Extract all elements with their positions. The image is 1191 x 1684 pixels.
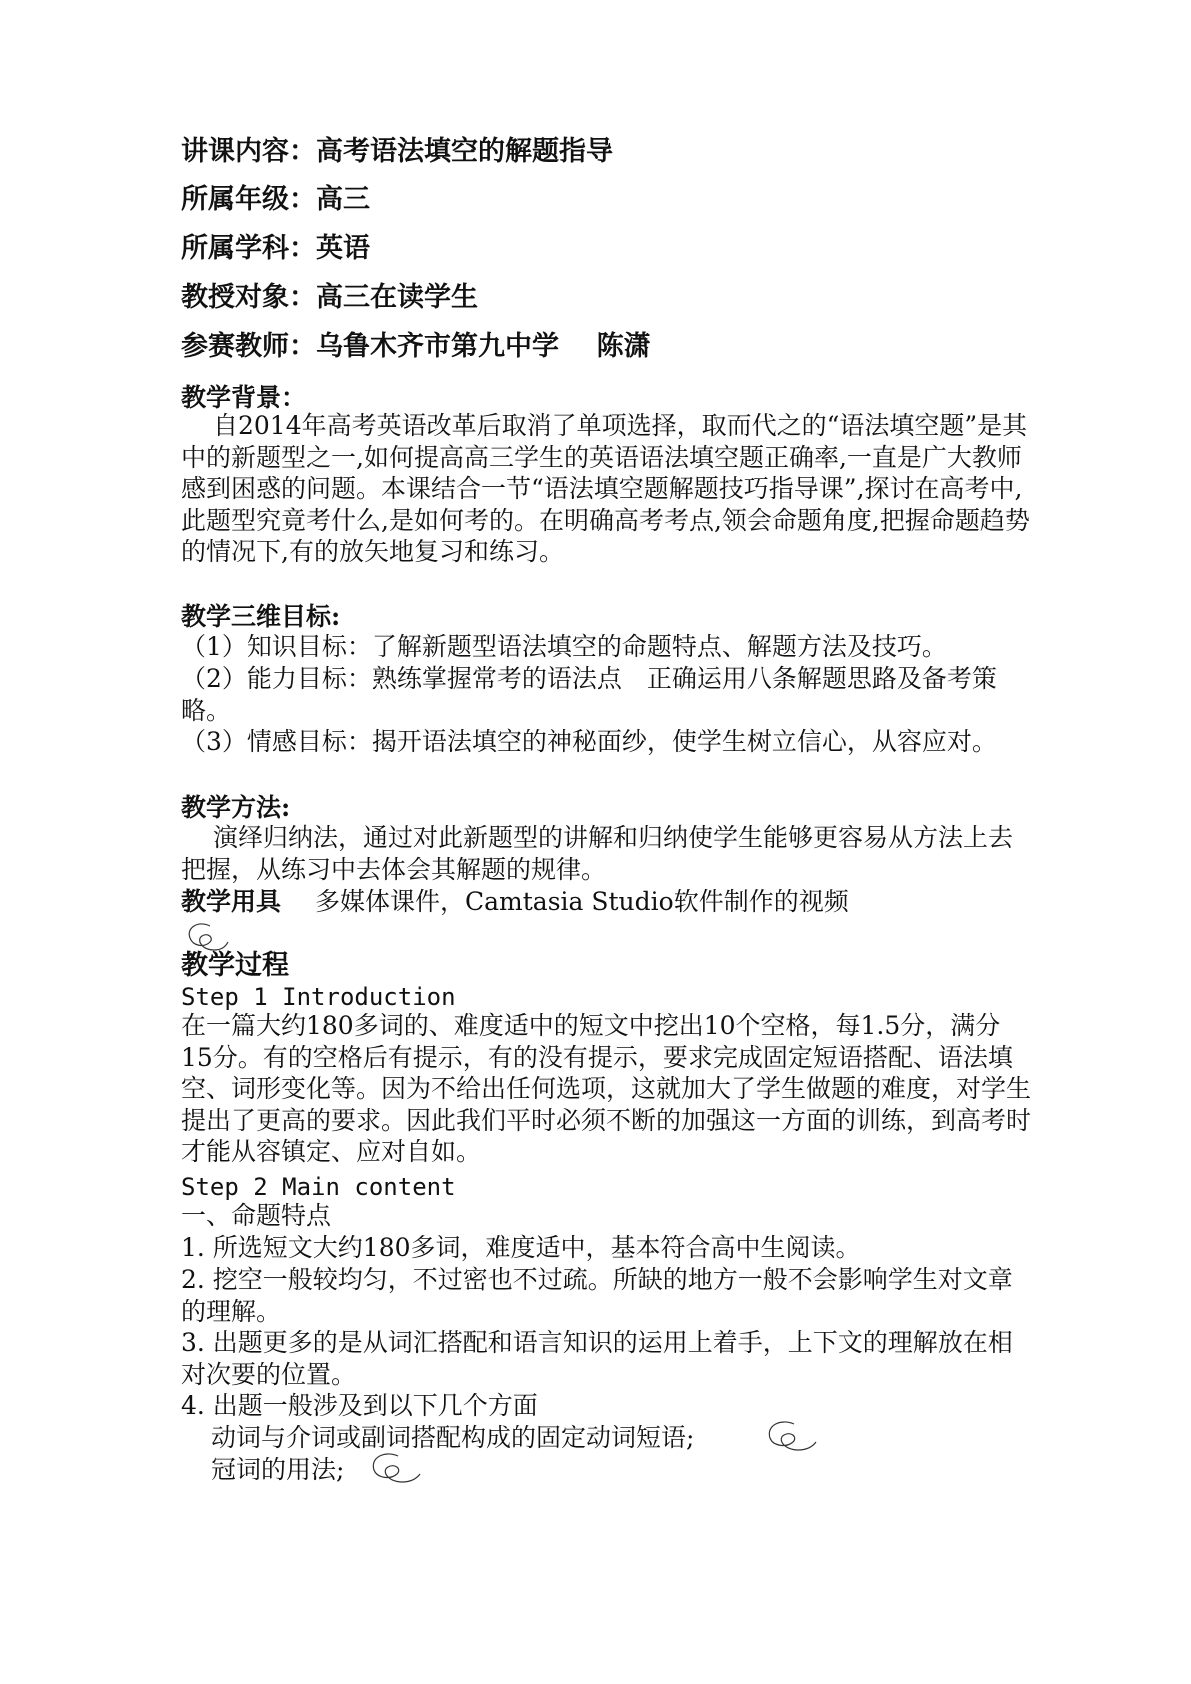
- subject-line: 所属学科：英语: [181, 233, 370, 264]
- tools-text: 多媒体课件，Camtasia Studio软件制作的视频: [315, 887, 849, 916]
- background-heading: 教学背景：: [181, 383, 307, 412]
- goals-heading: 教学三维目标:: [181, 602, 341, 631]
- step1-title: Step 1 Introduction: [181, 983, 456, 1011]
- method-heading: 教学方法:: [181, 793, 291, 822]
- method-text: 演绎归纳法，通过对此新题型的讲解和归纳使学生能够更容易从方法上去把握，从练习中去体会其解题的规律。: [181, 823, 1014, 884]
- teacher-line: 参赛教师：乌鲁木齐市第九中学 陈潇: [181, 331, 651, 362]
- tools-line: [181, 886, 1031, 918]
- background-text: 自2014年高考英语改革后取消了单项选择，取而代之的“语法填空题”是其中的新题型之一,如何提高高三学生的英语语法填空题正确率,一直是广大教师感到困惑的问题。本课结合一节“语法填空题解题技巧指导课”,探讨在高考中,此题型究竟考什么,是如何考的。在明确高考考点,领会命题角度,把握命题趋势的情况下,有的放矢地复习和练习。: [181, 411, 1030, 566]
- background-paragraph: [181, 410, 1031, 568]
- step2-title: Step 2 Main content: [181, 1173, 456, 1201]
- point-4: 4. 出题一般涉及到以下几个方面: [181, 1391, 538, 1420]
- goal-item-2: （2）能力目标：熟练掌握常考的语法点 正确运用八条解题思路及备考策略。: [181, 664, 997, 725]
- process-heading: 教学过程: [181, 950, 289, 981]
- grade-line: 所属年级：高三: [181, 184, 370, 215]
- course-line: 讲课内容：高考语法填空的解题指导: [181, 136, 613, 167]
- subpoint-1-text: 动词与介词或副词搭配构成的固定动词短语;: [211, 1423, 695, 1452]
- flourish-ornament-icon: [758, 1418, 818, 1456]
- point-2: 2. 挖空一般较均匀，不过密也不过疏。所缺的地方一般不会影响学生对文章的理解。: [181, 1265, 1013, 1326]
- point-3: 3. 出题更多的是从词汇搭配和语言知识的运用上着手，上下文的理解放在相对次要的位置。: [181, 1328, 1013, 1389]
- goal-item-1: （1）知识目标：了解新题型语法填空的命题特点、解题方法及技巧。: [181, 632, 947, 661]
- point-1: 1. 所选短文大约180多词，难度适中，基本符合高中生阅读。: [181, 1233, 861, 1262]
- section-heading: 一、命题特点: [181, 1201, 332, 1230]
- step1-paragraph: 在一篇大约180多词的、难度适中的短文中挖出10个空格，每1.5分，满分15分。有的空格后有提示，有的没有提示，要求完成固定短语搭配、语法填空、词形变化等。因为不给出任何选项，这就加大了学生做题的难度，对学生提出了更高的要求。因此我们平时必须不断的加强这一方面的训练，到高考时才能从容镇定、应对自如。: [181, 1011, 1032, 1166]
- goal-item-3: （3）情感目标：揭开语法填空的神秘面纱，使学生树立信心，从容应对。: [181, 727, 997, 756]
- subpoint-2-text: 冠词的用法;: [211, 1455, 345, 1484]
- flourish-ornament-icon: [362, 1450, 422, 1488]
- method-paragraph: [181, 822, 1031, 885]
- subpoint-2: [211, 1454, 1061, 1486]
- audience-line: 教授对象：高三在读学生: [181, 282, 478, 313]
- tools-label: 教学用具: [181, 887, 282, 916]
- subpoint-1: [211, 1422, 1061, 1454]
